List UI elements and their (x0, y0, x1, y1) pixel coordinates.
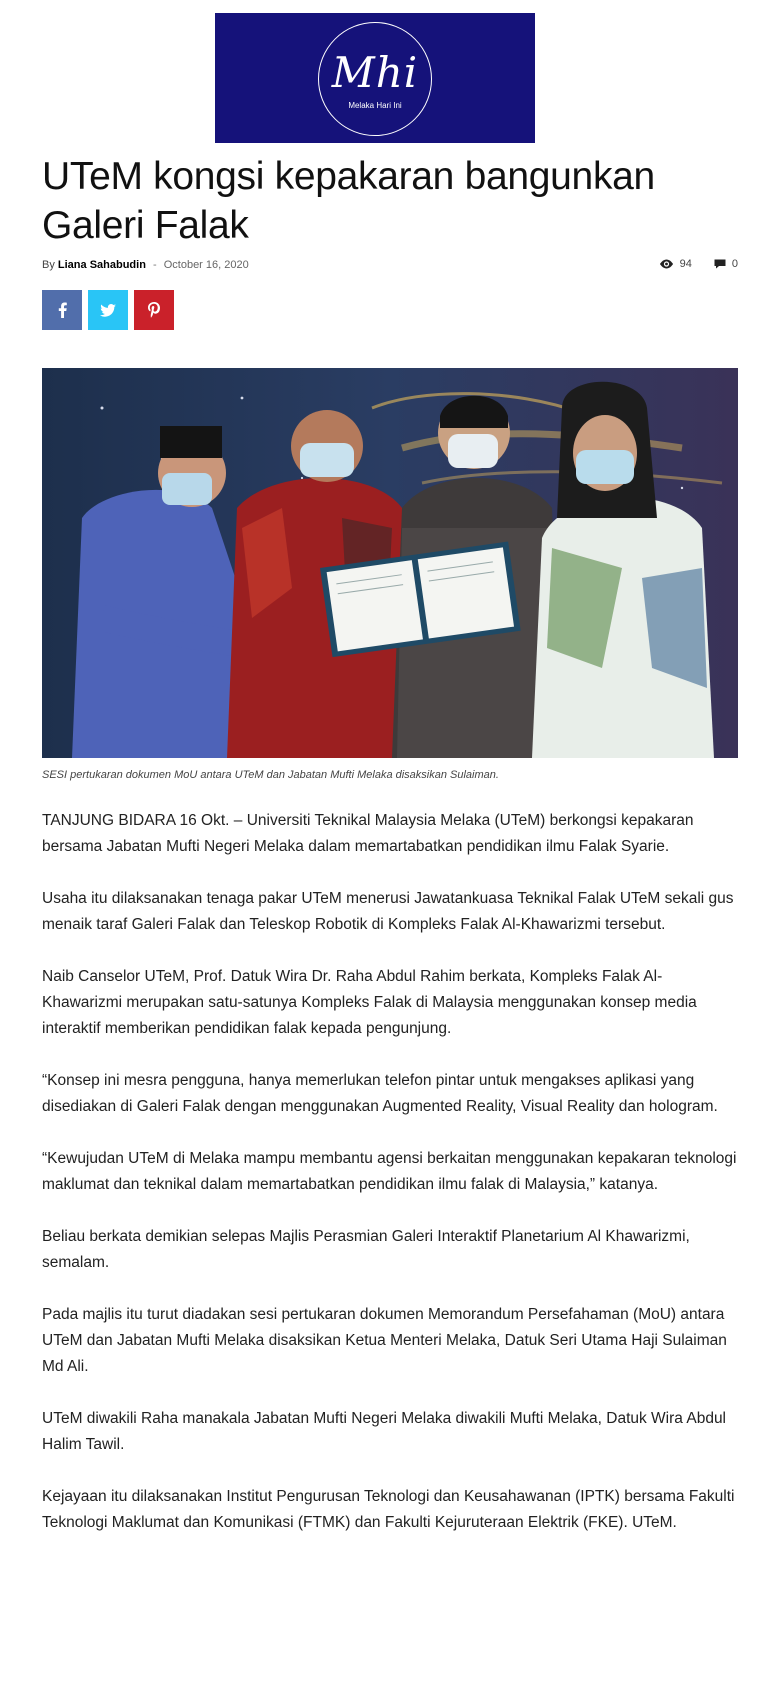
image-caption: SESI pertukaran dokumen MoU antara UTeM dan Jabatan Mufti Melaka disaksikan Sulaiman. (42, 769, 499, 781)
pinterest-share-button[interactable] (134, 290, 174, 330)
article-meta (42, 259, 249, 271)
views-value: 94 (679, 258, 692, 270)
article-paragraph: Pada majlis itu turut diadakan sesi pertukaran dokumen Memorandum Persefahaman (MoU) antara UTeM dan Jabatan Mufti Melaka disaksikan Ketua Menteri Melaka, Datuk Seri Utama Haji Sulaiman Md Ali. (42, 1306, 727, 1375)
comment-icon (714, 259, 726, 269)
meta-separator: - (152, 259, 157, 271)
comments-count[interactable] (714, 258, 738, 270)
logo-circle (318, 22, 432, 136)
twitter-icon (100, 304, 116, 317)
article-stats (637, 258, 738, 270)
by-label: By (42, 259, 55, 271)
pinterest-icon (148, 302, 160, 318)
article-paragraph: Usaha itu dilaksanakan tenaga pakar UTeM menerusi Jawatankuasa Teknikal Falak UTeM sekali gus menaik taraf Galeri Falak dan Teleskop Robotik di Kompleks Falak Al-Khawarizmi tersebut. (42, 890, 734, 933)
article-paragraph: Kejayaan itu dilaksanakan Institut Pengurusan Teknologi dan Keusahawanan (IPTK) bersama Fakulti Teknologi Maklumat dan Komunikasi (FTMK) dan Fakulti Kejuruteraan Elektrik (FKE). UTeM. (42, 1488, 735, 1531)
publish-date: October 16, 2020 (163, 259, 249, 271)
article-paragraph: UTeM diwakili Raha manakala Jabatan Mufti Negeri Melaka diwakili Mufti Melaka, Datuk Wira Abdul Halim Tawil. (42, 1410, 727, 1453)
article-paragraph: “Konsep ini mesra pengguna, hanya memerlukan telefon pintar untuk mengakses aplikasi yang disediakan di Galeri Falak dengan menggunakan Augmented Reality, Visual Reality dan hologram. (42, 1072, 718, 1115)
article-paragraph: Beliau berkata demikian selepas Majlis Perasmian Galeri Interaktif Planetarium Al Khawarizmi, semalam. (42, 1228, 690, 1271)
article-paragraph: Naib Canselor UTeM, Prof. Datuk Wira Dr. Raha Abdul Rahim berkata, Kompleks Falak Al-Khawarizmi merupakan satu-satunya Kompleks Falak di Malaysia menggunakan konsep media interaktif memberikan pendidikan falak kepada pengunjung. (42, 968, 697, 1037)
logo-tagline: Melaka Hari Ini (348, 101, 402, 110)
article-paragraph: TANJUNG BIDARA 16 Okt. – Universiti Teknikal Malaysia Melaka (UTeM) berkongsi kepakaran bersama Jabatan Mufti Negeri Melaka dalam memartabatkan pendidikan ilmu Falak Syarie. (42, 812, 694, 855)
facebook-icon (58, 302, 67, 318)
article-body (42, 808, 742, 1562)
site-logo[interactable] (215, 13, 535, 143)
share-buttons (42, 290, 180, 330)
facebook-share-button[interactable] (42, 290, 82, 330)
article-paragraph: “Kewujudan UTeM di Melaka mampu membantu agensi berkaitan menggunakan kepakaran teknologi maklumat dan teknikal dalam memartabatkan pendidikan ilmu falak di Malaysia,” katanya. (42, 1150, 737, 1193)
article-title: UTeM kongsi kepakaran bangunkan Galeri Falak (42, 155, 655, 247)
article-featured-image (42, 368, 738, 758)
comments-value: 0 (731, 258, 738, 270)
author-link[interactable]: Liana Sahabudin (57, 259, 146, 271)
logo-script: Mhi (331, 48, 419, 97)
views-count (659, 258, 692, 270)
twitter-share-button[interactable] (88, 290, 128, 330)
featured-photo (42, 368, 738, 758)
eye-icon (659, 259, 674, 269)
